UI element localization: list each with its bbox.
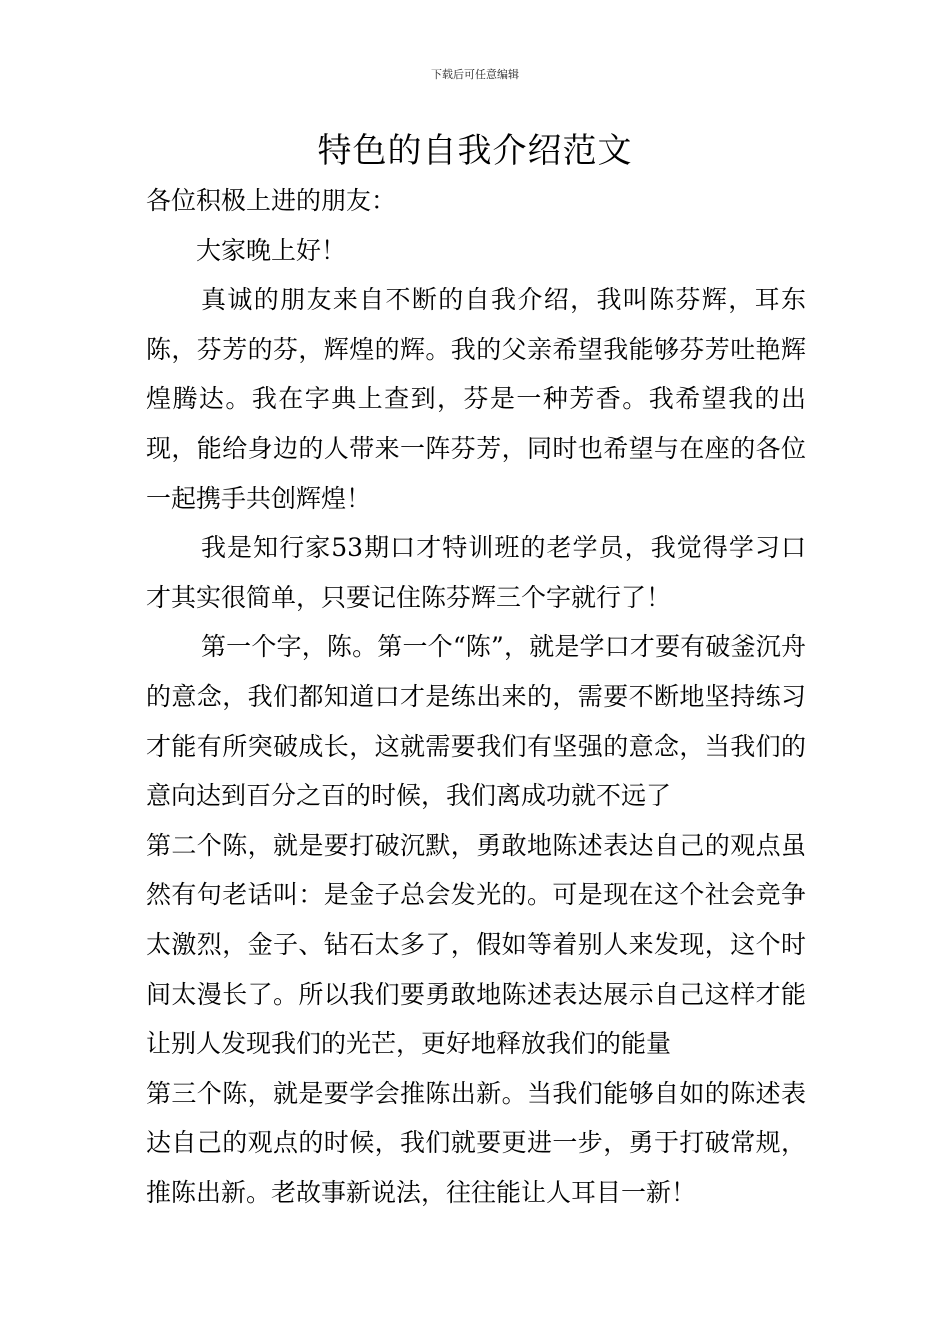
paragraph-third-chen: 第三个陈，就是要学会推陈出新。当我们能够自如的陈述表达自己的观点的时候，我们就要更进一步，勇于打破常规，推陈出新。老故事新说法，往往能让人耳目一新！ (146, 1078, 806, 1207)
paragraph-intro: 真诚的朋友来自不断的自我介绍，我叫陈芬辉，耳东陈，芬芳的芬，辉煌的辉。我的父亲希望我能够芬芳吐艳辉煌腾达。我在字典上查到，芬是一种芳香。我希望我的出现，能给身边的人带来一阵芬芳，同时也希望与在座的各位一起携手共创辉煌！ (146, 285, 806, 513)
document-body (146, 176, 806, 1217)
greeting: 各位积极上进的朋友： (146, 186, 397, 215)
salutation: 大家晚上好！ (196, 235, 347, 265)
document-title: 特色的自我介绍范文 (317, 131, 633, 171)
paragraph-second-chen: 第二个陈，就是要打破沉默，勇敢地陈述表达自己的观点虽然有句老话叫：是金子总会发光的。可是现在这个社会竞争太激烈，金子、钻石太多了，假如等着别人来发现，这个时间太漫长了。所以我们要勇敢地陈述表达展示自己这样才能让别人发现我们的光芒，更好地释放我们的能量 (146, 830, 806, 1059)
paragraph-student: 我是知行家53期口才特训班的老学员，我觉得学习口才其实很简单，只要记住陈芬辉三个字就行了！ (146, 533, 806, 612)
paragraph-first-chen: 第一个字，陈。第一个“陈”，就是学口才要有破釜沉舟的意念，我们都知道口才是练出来的，需要不断地坚持练习才能有所突破成长，这就需要我们有坚强的意念，当我们的意向达到百分之百的时候，我们离成功就不远了 (146, 632, 806, 811)
header-note: 下载后可任意编辑 (431, 68, 519, 81)
